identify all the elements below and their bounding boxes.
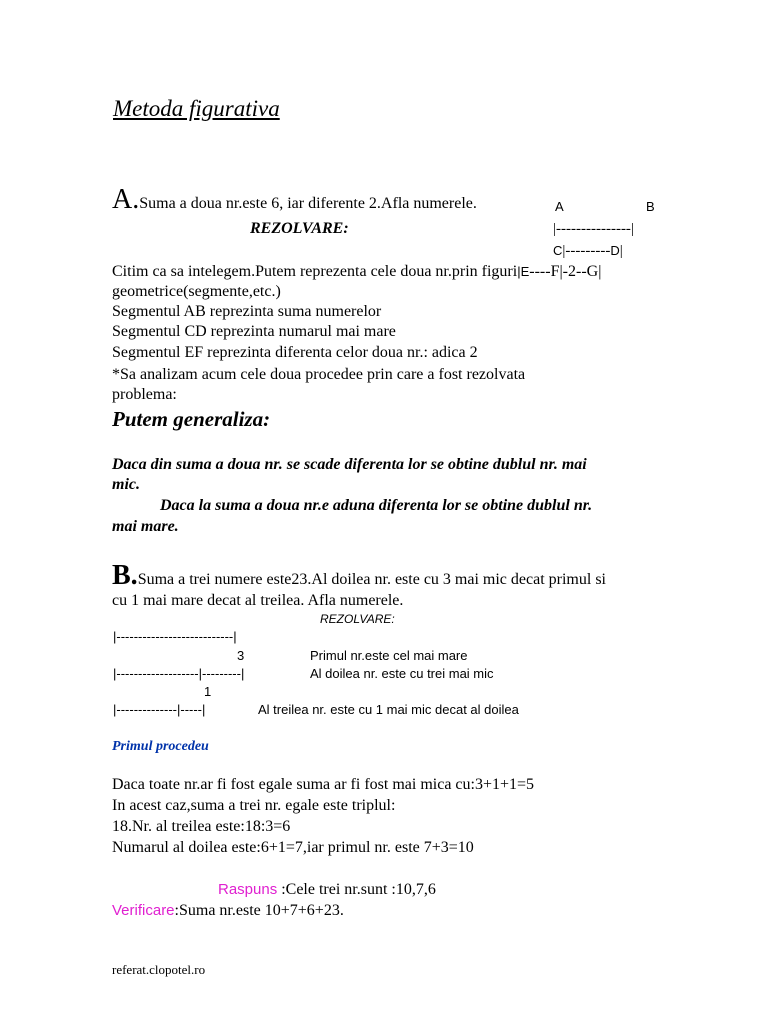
verificare-line — [112, 902, 344, 920]
section-a-line-7: problema: — [112, 386, 177, 403]
figure-label-d: D — [610, 243, 620, 258]
figure-label-b: B — [646, 199, 655, 214]
section-a-line-3: Segmentul AB reprezinta suma numerelor — [112, 303, 382, 320]
figure-segment-cd — [553, 242, 623, 260]
step-1: Daca toate nr.ar fi fost egale suma ar fi fost mai mica cu:3+1+1=5 — [112, 776, 535, 793]
step-2: In acest caz,suma a trei nr. egale este triplul: — [112, 797, 396, 814]
figure-segment-ab: |---------------| — [553, 221, 634, 237]
section-a-line-5: Segmentul EF reprezinta diferenta celor doua nr.: adica 2 — [112, 344, 478, 361]
section-b-problem-l1: Suma a trei numere este23.Al doilea nr. este cu 3 mai mic decat primul si — [137, 571, 606, 588]
section-b-rezolvare: REZOLVARE: — [320, 612, 395, 626]
section-a-line-4: Segmentul CD reprezinta numarul mai mare — [112, 323, 396, 340]
step-4: Numarul al doilea este:6+1=7,iar primul nr. este 7+3=10 — [112, 839, 474, 856]
rule-1-line-1: Daca din suma a doua nr. se scade diferenta lor se obtine dublul nr. mai — [112, 456, 587, 473]
raspuns-line — [218, 881, 436, 899]
diagram-number-1: 1 — [204, 684, 212, 699]
section-a-line-1-text: Citim ca sa intelegem.Putem reprezenta cele doua nr.prin figuri — [112, 263, 518, 280]
figure-label-a: A — [555, 199, 564, 214]
section-a-line-1 — [112, 263, 601, 281]
verificare-text: :Suma nr.este 10+7+6+23. — [174, 902, 344, 919]
section-b-problem-l2: cu 1 mai mare decat al treilea. Afla numerele. — [112, 592, 404, 609]
diagram-note-1: Primul nr.este cel mai mare — [310, 648, 468, 663]
footer-source: referat.clopotel.ro — [112, 962, 206, 977]
page-title: Metoda figurativa — [113, 96, 280, 121]
rule-2-line-2: mai mare. — [112, 518, 179, 535]
procedeu-heading: Primul procedeu — [112, 739, 209, 754]
figure-label-e: |E — [517, 264, 530, 279]
generalize-heading: Putem generaliza: — [112, 407, 271, 431]
diagram-number-3: 3 — [237, 648, 245, 663]
rule-1-line-2: mic. — [112, 476, 140, 493]
figure-cd-end: | — [619, 243, 623, 259]
figure-cd-dash: |--------- — [562, 243, 611, 259]
section-b-problem — [112, 560, 606, 592]
verificare-label: Verificare — [112, 902, 175, 919]
diagram-segment-2: |-------------------|---------| — [113, 666, 245, 681]
raspuns-text: :Cele trei nr.sunt :10,7,6 — [277, 881, 436, 898]
raspuns-label: Raspuns — [218, 881, 278, 898]
diagram-note-2: Al doilea nr. este cu trei mai mic — [310, 666, 494, 681]
diagram-segment-3: |--------------|-----| — [113, 702, 206, 717]
section-a-rezolvare: REZOLVARE: — [250, 220, 349, 237]
section-a-problem — [112, 184, 477, 216]
section-a-problem-text: Suma a doua nr.este 6, iar diferente 2.Afla numerele. — [139, 195, 477, 212]
section-b-letter: B. — [112, 560, 138, 591]
section-a-line-6: *Sa analizam acum cele doua procedee prin care a fost rezolvata — [112, 366, 526, 383]
section-a-line-2: geometrice(segmente,etc.) — [112, 283, 281, 300]
figure-label-c: C — [553, 243, 563, 258]
diagram-segment-1: |---------------------------| — [113, 629, 237, 644]
rule-2-line-1: Daca la suma a doua nr.e aduna diferenta lor se obtine dublul nr. — [160, 497, 593, 514]
figure-segment-ef: ----F|-2--G| — [529, 263, 602, 280]
step-3: 18.Nr. al treilea este:18:3=6 — [112, 818, 291, 835]
section-a-letter: A. — [112, 184, 140, 215]
diagram-note-3: Al treilea nr. este cu 1 mai mic decat al doilea — [258, 702, 519, 717]
